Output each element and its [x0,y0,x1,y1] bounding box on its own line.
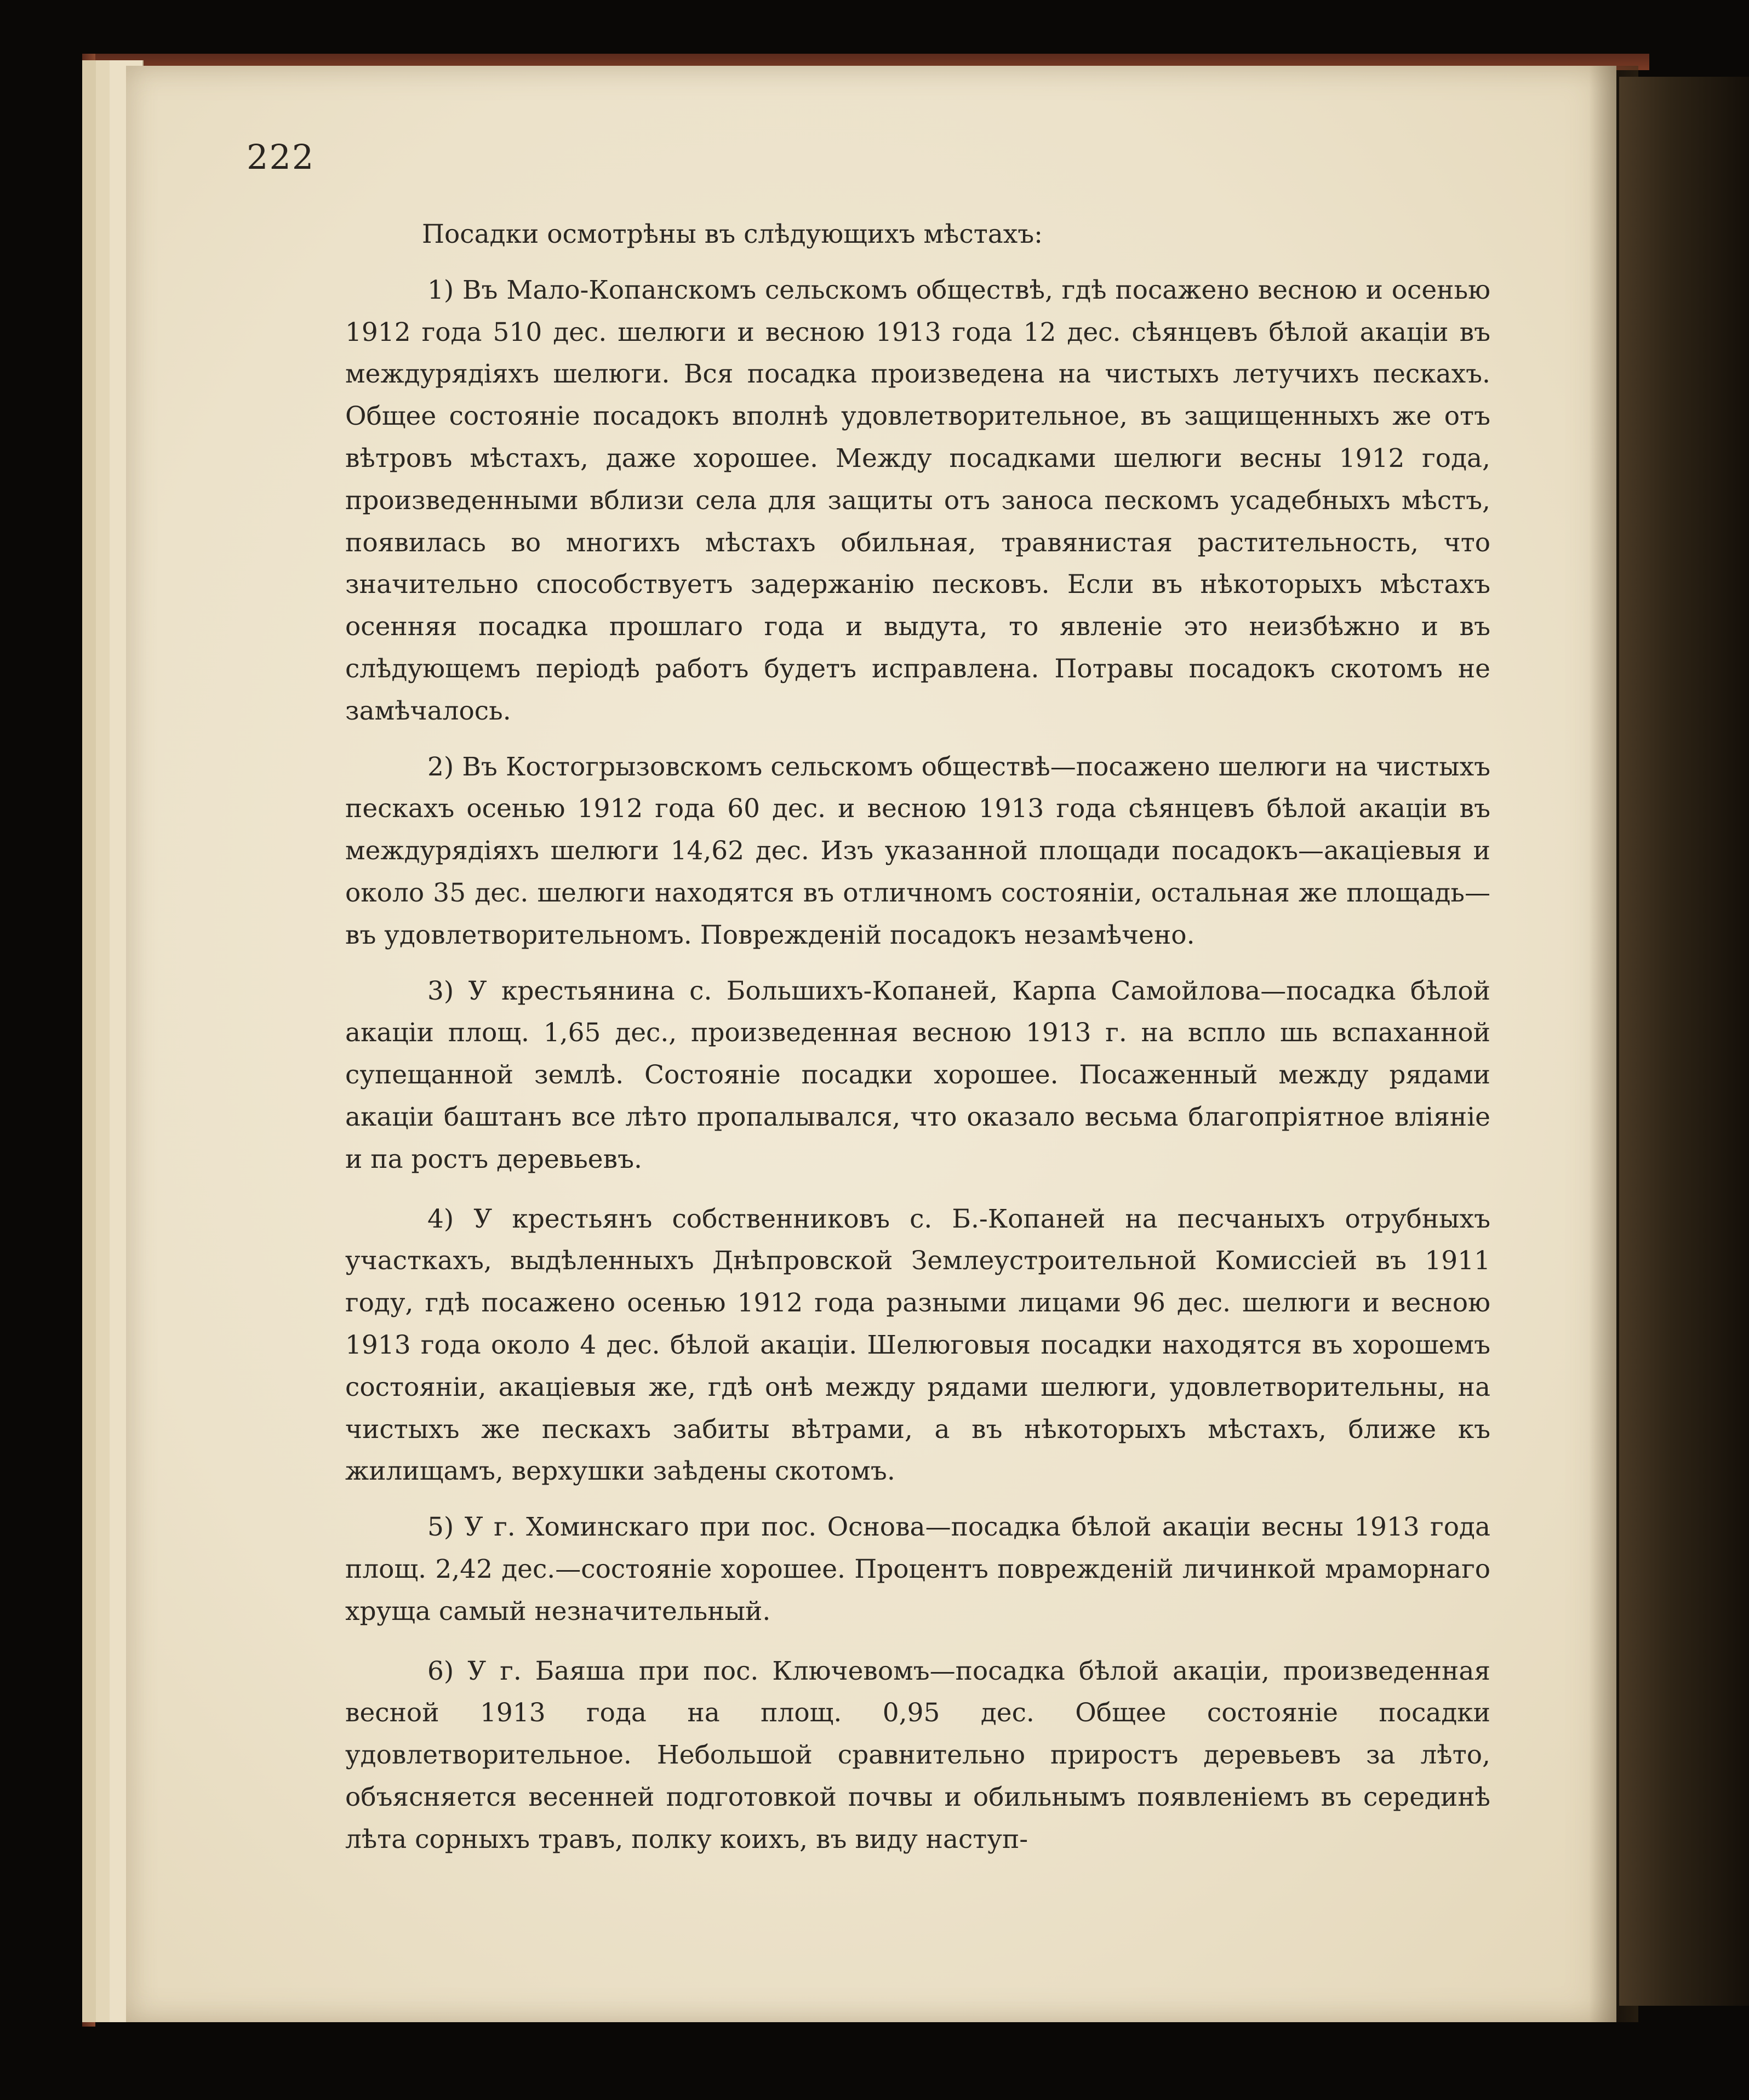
paragraph-5: 5) У г. Хоминскаго при пос. Основа—посадка бѣлой акаціи весны 1913 года площ. 2,42 дес.—состояніе хорошее. Процентъ поврежденій личинкой мраморнаго хруща самый незначительный. [345,1512,1490,1627]
paragraph-1: 1) Въ Мало-Копанскомъ сельскомъ обществѣ, гдѣ посажено весною и осенью 1912 года 510 дес. шелюги и весною 1913 года 12 дес. сѣянцевъ бѣлой акаціи въ междурядіяхъ шелюги. Вся посадка произведена на чистыхъ летучихъ пескахъ. Общее состояніе посадокъ вполнѣ удовлетворительное, въ защищенныхъ же отъ вѣтровъ мѣстахъ, даже хорошее. Между посадками шелюги весны 1912 года, произведенными вблизи села для защиты отъ заноса пескомъ усадебныхъ мѣстъ, появилась во многихъ мѣстахъ обильная, травянистая растительность, что значительно способствуетъ задержанію песковъ. Если въ нѣкоторыхъ мѣстахъ осенняя посадка прошлаго года и выдута, то явленіе это неизбѣжно и въ слѣдующемъ періодѣ работъ будетъ исправлена. Потравы посадокъ скотомъ не замѣчалось. [345,275,1490,726]
paragraph-4: 4) У крестьянъ собственниковъ с. Б.-Копаней на песчаныхъ отрубныхъ участкахъ, выдѣленныхъ Днѣпровской Землеустроительной Комиссіей въ 1911 году, гдѣ посажено осенью 1912 года разными лицами 96 дес. шелюги и весною 1913 года около 4 дес. бѣлой акаціи. Шелюговыя посадки находятся въ хорошемъ состояніи, акаціевыя же, гдѣ онѣ между рядами шелюги, удовлетворительны, на чистыхъ же пескахъ забиты вѣтрами, а въ нѣкоторыхъ мѣстахъ, ближе къ жилищамъ, верхушки заѣдены скотомъ. [345,1203,1490,1487]
adjacent-page [1619,77,1749,2006]
page-number: 222 [247,137,315,177]
paragraph-2: 2) Въ Костогрызовскомъ сельскомъ обществѣ—посажено шелюги на чистыхъ пескахъ осенью 1912 года 60 дес. и весною 1913 года сѣянцевъ бѣлой акаціи въ междурядіяхъ шелюги 14,62 дес. Изъ указанной площади посадокъ—акаціевыя и около 35 дес. шелюги находятся въ отличномъ состояніи, остальная же площадь—въ удовлетворительномъ. Поврежденій посадокъ незамѣчено. [345,751,1490,950]
intro-line: Посадки осмотрѣны въ слѣдующихъ мѣстахъ: [422,219,1043,249]
paragraph-3: 3) У крестьянина с. Большихъ-Копаней, Карпа Самойлова—посадка бѣлой акаціи площ. 1,65 дес., произведенная весною 1913 г. на вспло шь вспаханной супещанной землѣ. Состояніе посадки хорошее. Посаженный между рядами акаціи баштанъ все лѣто пропалывался, что оказало весьма благопріятное вліяніе и па ростъ деревьевъ. [345,975,1490,1174]
paragraph-6: 6) У г. Баяша при пос. Ключевомъ—посадка бѣлой акаціи, произведенная весной 1913 года на площ. 0,95 дес. Общее состояніе посадки удовлетворительное. Небольшой сравнительно приростъ деревьевъ за лѣто, объясняется весенней подготовкой почвы и обильнымъ появленіемъ въ серединѣ лѣта сорныхъ травъ, полку коихъ, въ виду наступ- [345,1656,1490,1854]
page-body-text [345,214,1490,1861]
